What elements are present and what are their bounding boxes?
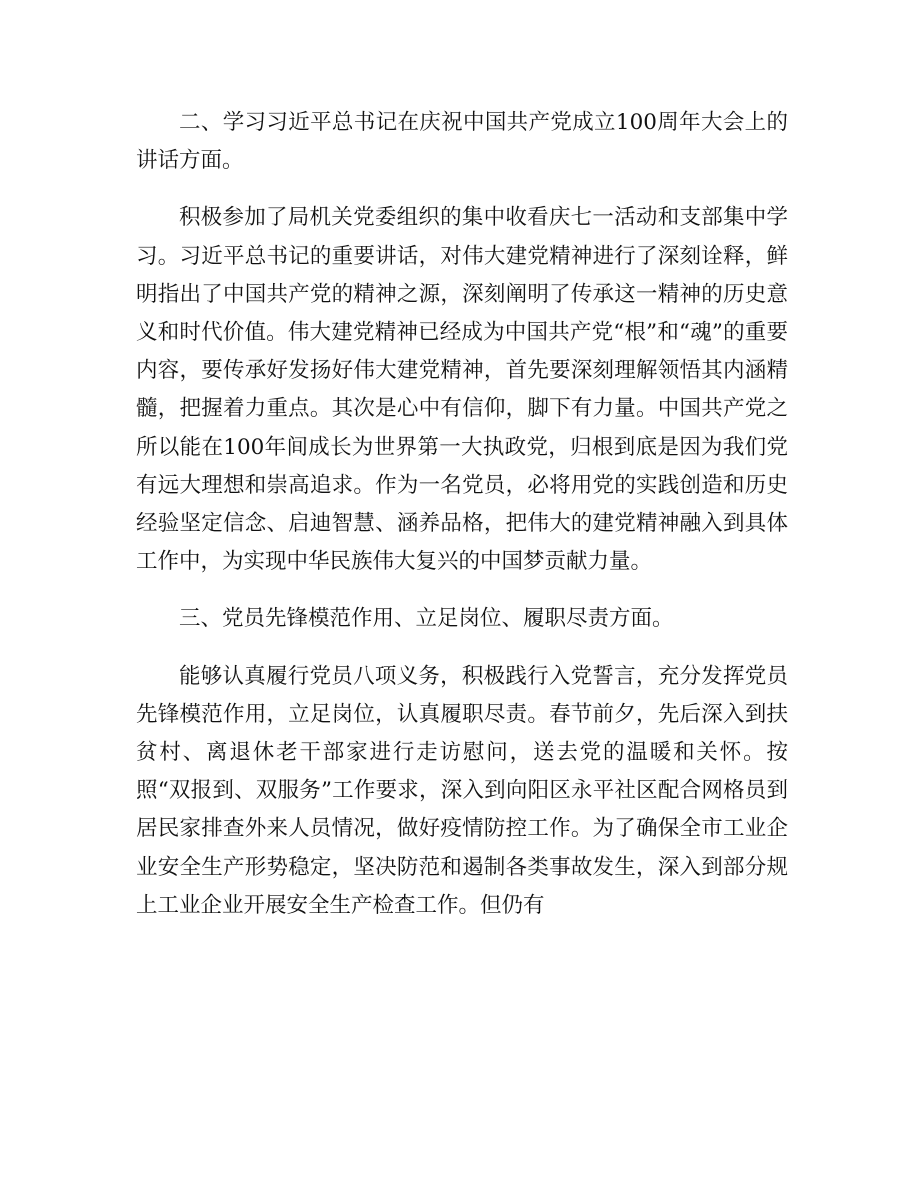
paragraph-vanguard-content: 能够认真履行党员八项义务，积极践行入党誓言，充分发挥党员先锋模范作用，立足岗位，认真履职尽责。春节前夕，先后深入到扶贫村、离退休老干部家进行走访慰问，送去党的温暖和关怀。按照“双报到、双服务”工作要求，深入到向阳区永平社区配合网格员到居民家排查外来人员情况，做好疫情防控工作。为了确保全市工业企业安全生产形势稳定，坚决防范和遏制各类事故发生，深入到部分规上工业企业开展安全生产检查工作。但仍有 [136, 663, 788, 918]
section-heading-vanguard: 三、党员先锋模范作用、立足岗位、履职尽责方面。 [179, 606, 674, 632]
document-body [136, 104, 788, 944]
section-heading-study: 二、学习习近平总书记在庆祝中国共产党成立100周年大会上的讲话方面。 [136, 110, 788, 174]
paragraph-study-content: 积极参加了局机关党委组织的集中收看庆七一活动和支部集中学习。习近平总书记的重要讲话，对伟大建党精神进行了深刻诠释，鲜明指出了中国共产党的精神之源，深刻阐明了传承这一精神的历史意义和时代价值。伟大建党精神已经成为中国共产党“根”和“魂”的重要内容，要传承好发扬好伟大建党精神，首先要深刻理解领悟其内涵精髓，把握着力重点。其次是心中有信仰，脚下有力量。中国共产党之所以能在100年间成长为世界第一大执政党，归根到底是因为我们党有远大理想和崇高追求。作为一名党员，必将用党的实践创造和历史经验坚定信念、启迪智慧、涵养品格，把伟大的建党精神融入到具体工作中，为实现中华民族伟大复兴的中国梦贡献力量。 [136, 205, 788, 575]
